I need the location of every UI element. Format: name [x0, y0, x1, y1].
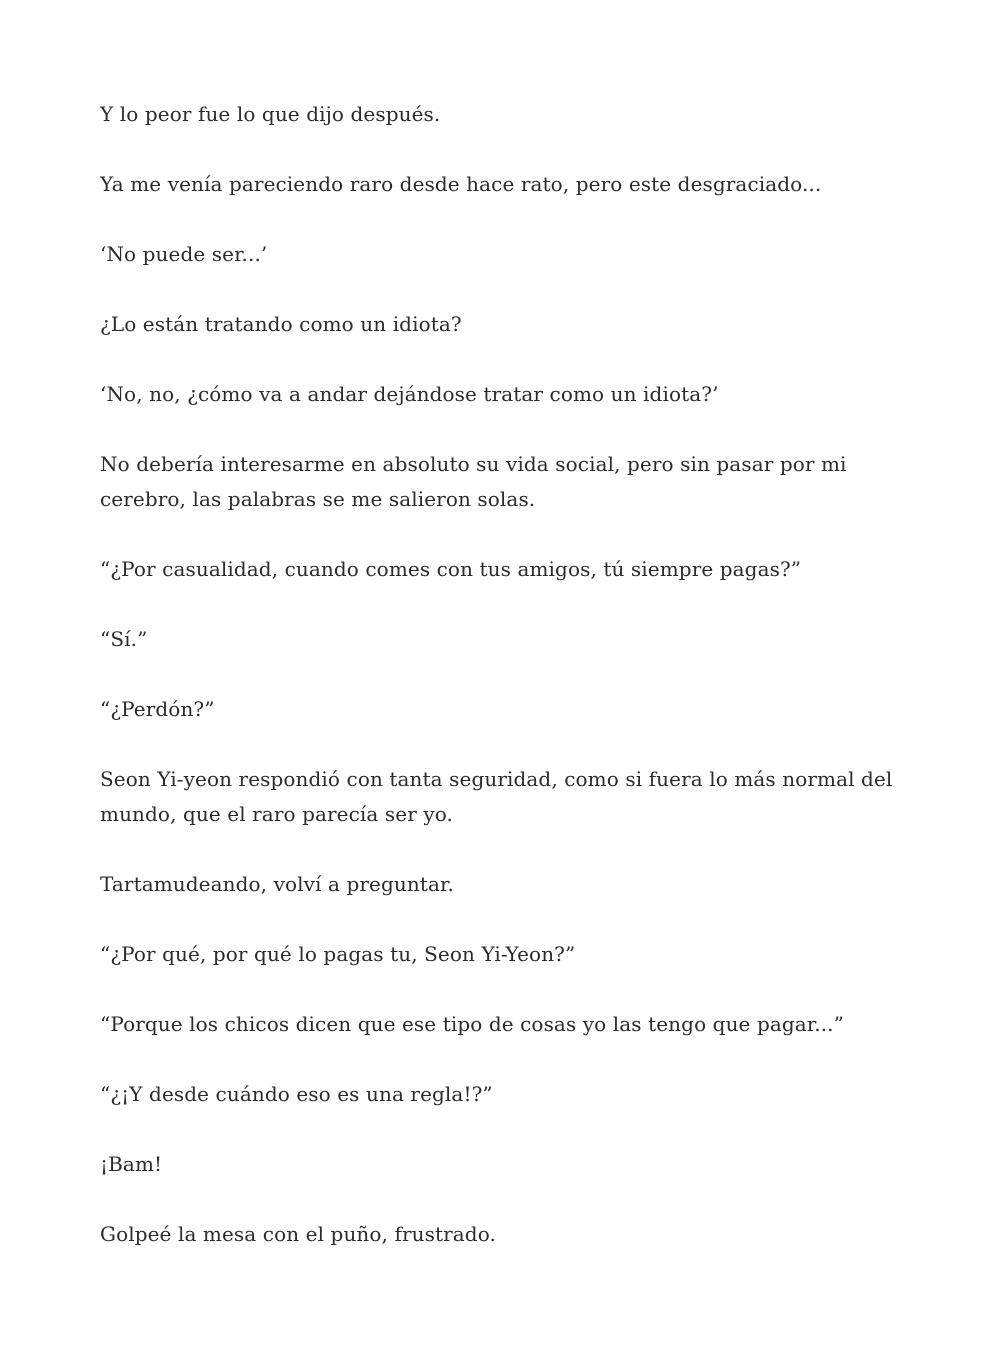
paragraph: ¡Bam!	[100, 1152, 163, 1176]
paragraph: “Sí.”	[100, 627, 148, 651]
paragraph: ¿Lo están tratando como un idiota?	[100, 312, 462, 336]
paragraph: Tartamudeando, volví a preguntar.	[100, 872, 454, 896]
paragraph: No debería interesarme en absoluto su vida social, pero sin pasar por mi cerebro, las palabras se me salieron solas.	[100, 452, 847, 511]
document-body	[100, 97, 900, 1287]
paragraph: “¿Por casualidad, cuando comes con tus amigos, tú siempre pagas?”	[100, 557, 802, 581]
paragraph: Ya me venía pareciendo raro desde hace rato, pero este desgraciado...	[100, 172, 822, 196]
paragraph: “¿Perdón?”	[100, 697, 215, 721]
paragraph: “¿¡Y desde cuándo eso es una regla!?”	[100, 1082, 493, 1106]
paragraph: Y lo peor fue lo que dijo después.	[100, 102, 441, 126]
paragraph: Golpeé la mesa con el puño, frustrado.	[100, 1222, 496, 1246]
paragraph: “Porque los chicos dicen que ese tipo de cosas yo las tengo que pagar...”	[100, 1012, 844, 1036]
paragraph: ‘No, no, ¿cómo va a andar dejándose tratar como un idiota?’	[100, 382, 719, 406]
paragraph: ‘No puede ser...’	[100, 242, 268, 266]
paragraph: “¿Por qué, por qué lo pagas tu, Seon Yi-Yeon?”	[100, 942, 576, 966]
paragraph: Seon Yi-yeon respondió con tanta seguridad, como si fuera lo más normal del mundo, que el raro parecía ser yo.	[100, 767, 893, 826]
